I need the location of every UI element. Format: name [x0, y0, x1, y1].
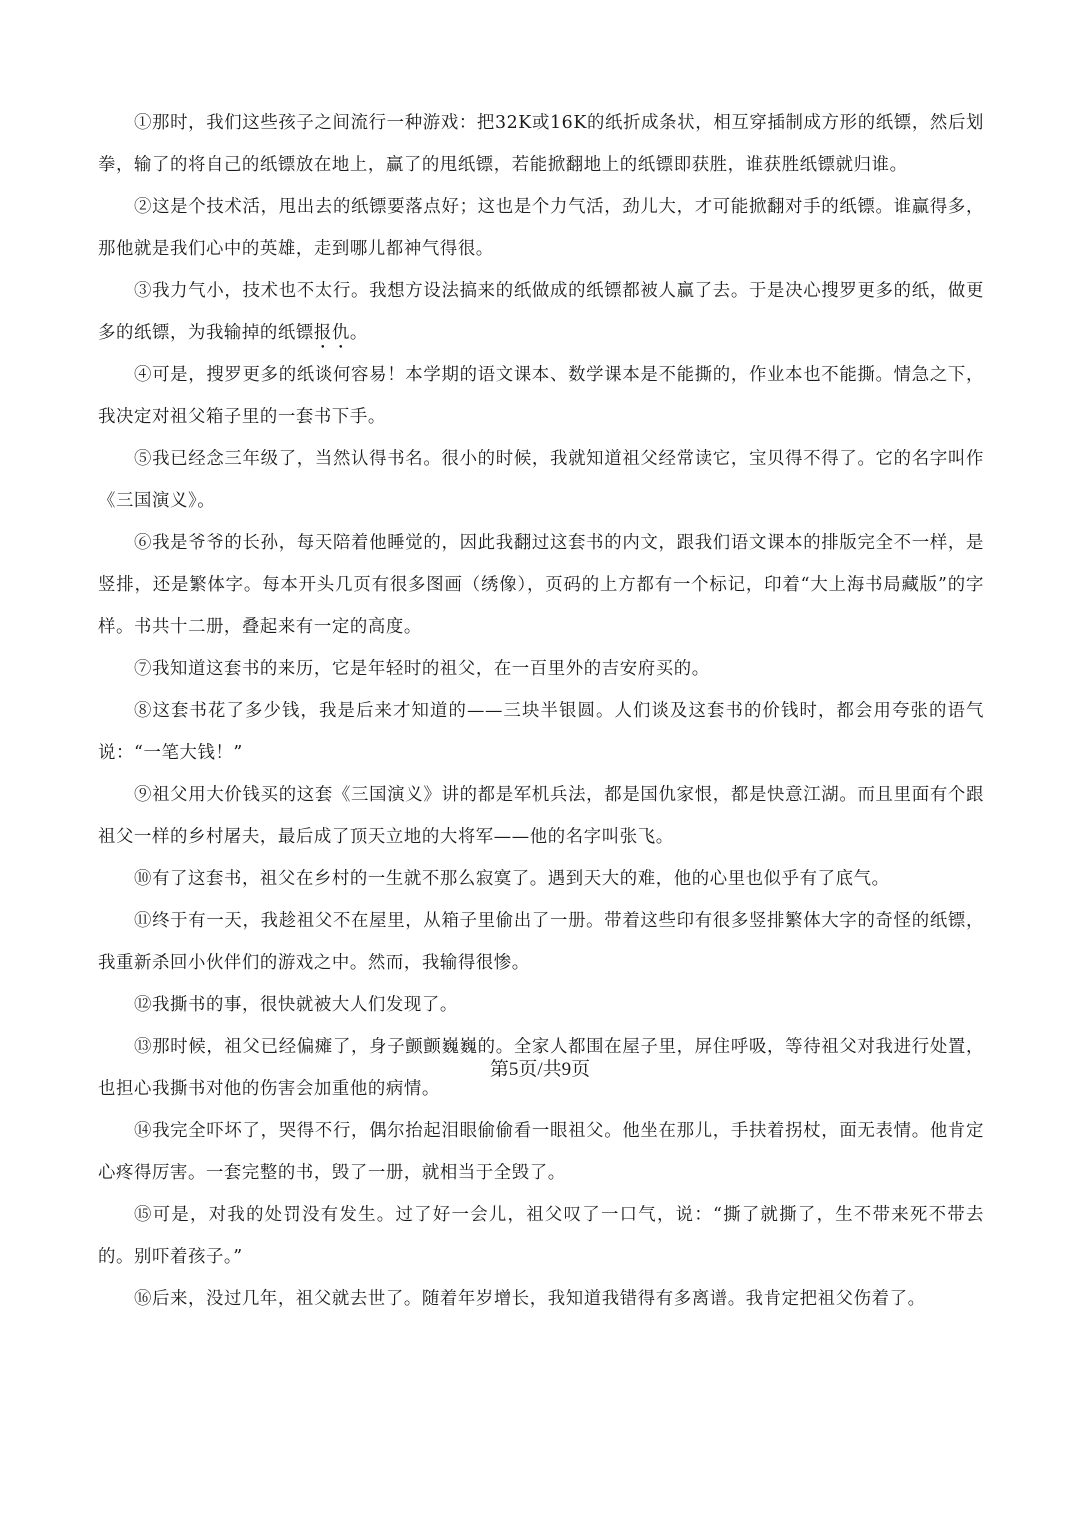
- paragraph-1: ①那时，我们这些孩子之间流行一种游戏：把32K或16K的纸折成条状，相互穿插制成方形的纸镖，然后划拳，输了的将自己的纸镖放在地上，赢了的甩纸镖，若能掀翻地上的纸镖即获胜，谁获胜纸镖就归谁。: [98, 113, 984, 175]
- paragraph-13: ⑬那时候，祖父已经偏瘫了，身子颤颤巍巍的。全家人都围在屋子里，屏住呼吸，等待祖父对我进行处置，也担心我撕书对他的伤害会加重他的病情。: [98, 1037, 984, 1099]
- paragraph-11: ⑪终于有一天，我趁祖父不在屋里，从箱子里偷出了一册。带着这些印有很多竖排繁体大字的奇怪的纸镖，我重新杀回小伙伴们的游戏之中。然而，我输得很惨。: [98, 911, 984, 973]
- paragraph-15: ⑮可是，对我的处罚没有发生。过了好一会儿，祖父叹了一口气，说：“撕了就撕了，生不带来死不带去的。别吓着孩子。”: [98, 1205, 984, 1267]
- paragraph-14: ⑭我完全吓坏了，哭得不行，偶尔抬起泪眼偷偷看一眼祖父。他坐在那儿，手扶着拐杖，面无表情。他肯定心疼得厉害。一套完整的书，毁了一册，就相当于全毁了。: [98, 1121, 984, 1183]
- paragraph-12: ⑫我撕书的事，很快就被大人们发现了。: [134, 995, 458, 1015]
- reading-passage: [98, 102, 984, 1320]
- paragraph-2: ②这是个技术活，甩出去的纸镖要落点好；这也是个力气活，劲儿大，才可能掀翻对手的纸镖。谁赢得多，那他就是我们心中的英雄，走到哪儿都神气得很。: [98, 197, 984, 259]
- paragraph-7: ⑦我知道这套书的来历，它是年轻时的祖父，在一百里外的吉安府买的。: [134, 659, 710, 679]
- paragraph-10: ⑩有了这套书，祖父在乡村的一生就不那么寂寞了。遇到天大的难，他的心里也似乎有了底气。: [134, 869, 890, 889]
- paragraph-3: [98, 270, 984, 354]
- paragraph-3-end: 。: [349, 323, 368, 343]
- paragraph-8: ⑧这套书花了多少钱，我是后来才知道的——三块半银圆。人们谈及这套书的价钱时，都会用夸张的语气说：“一笔大钱！”: [98, 701, 984, 763]
- paragraph-6: ⑥我是爷爷的长孙，每天陪着他睡觉的，因此我翻过这套书的内文，跟我们语文课本的排版完全不一样，是竖排，还是繁体字。每本开头几页有很多图画（绣像），页码的上方都有一个标记，印着“大上海书局藏版”的字样。书共十二册，叠起来有一定的高度。: [98, 533, 984, 637]
- paragraph-5: ⑤我已经念三年级了，当然认得书名。很小的时候，我就知道祖父经常读它，宝贝得不得了。它的名字叫作《三国演义》。: [98, 449, 984, 511]
- paragraph-16: ⑯后来，没过几年，祖父就去世了。随着年岁增长，我知道我错得有多离谱。我肯定把祖父伤着了。: [134, 1289, 926, 1309]
- page-number-footer: 第5页/共9页: [489, 1059, 591, 1080]
- paragraph-4: ④可是，搜罗更多的纸谈何容易！本学期的语文课本、数学课本是不能撕的，作业本也不能撕。情急之下，我决定对祖父箱子里的一套书下手。: [98, 365, 984, 427]
- paragraph-3-text: ③我力气小，技术也不太行。我想方设法搞来的纸做成的纸镖都被人赢了去。于是决心搜罗更多的纸，做更多的纸镖，为我输掉的纸镖: [98, 281, 984, 343]
- paragraph-9: ⑨祖父用大价钱买的这套《三国演义》讲的都是军机兵法，都是国仇家恨，都是快意江湖。而且里面有个跟祖父一样的乡村屠夫，最后成了顶天立地的大将军——他的名字叫张飞。: [98, 785, 984, 847]
- emphasized-phrase: 报仇: [313, 323, 350, 343]
